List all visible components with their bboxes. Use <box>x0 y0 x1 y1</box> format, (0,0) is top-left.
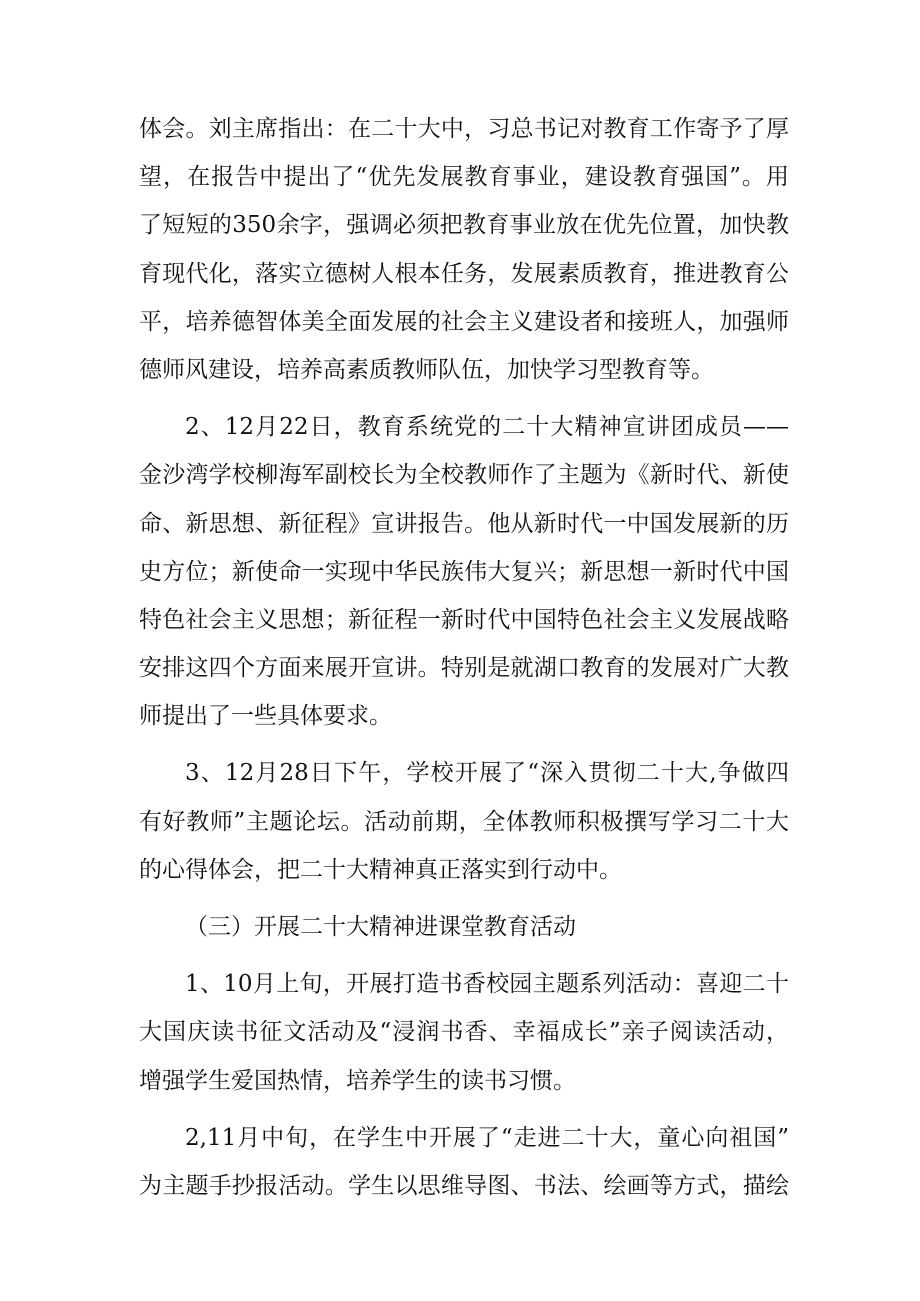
text-line: 命、新思想、新征程》宣讲报告。他从新时代一中国发展新的历 <box>139 510 789 537</box>
text-line: 1、10月上旬，开展打造书香校园主题系列活动：喜迎二十 <box>185 971 789 998</box>
text-line: 了短短的350余字，强调必须把教育事业放在优先位置，加快教 <box>139 212 789 239</box>
section-heading-text: （三）开展二十大精神进课堂教育活动 <box>185 914 576 940</box>
text-line: 德师风建设，培养高素质教师队伍，加快学习型教育等。 <box>139 356 714 383</box>
text-line: 2,11月中旬，在学生中开展了“走进二十大，童心向祖国” <box>185 1124 789 1151</box>
section-heading <box>139 903 789 951</box>
text-line: 特色社会主义思想；新征程一新时代中国特色社会主义发展战略 <box>139 606 789 633</box>
paragraph-2 <box>139 403 789 740</box>
text-line: 有好教师”主题论坛。活动前期，全体教师积极撰写学习二十大 <box>139 808 789 835</box>
text-line: 师提出了一些具体要求。 <box>139 703 392 730</box>
paragraph-5 <box>139 1114 789 1210</box>
document-body <box>139 105 789 1210</box>
text-line: 大国庆读书征文活动及“浸润书香、幸福成长”亲子阅读活动， <box>139 1019 789 1046</box>
text-line: 史方位；新使命一实现中华民族伟大复兴；新思想一新时代中国 <box>139 558 789 585</box>
text-line: 的心得体会，把二十大精神真正落实到行动中。 <box>139 856 622 883</box>
text-line: 金沙湾学校柳海军副校长为全校教师作了主题为《新时代、新使 <box>139 462 789 489</box>
text-line: 平，培养德智体美全面发展的社会主义建设者和接班人，加强师 <box>139 308 789 335</box>
text-line: 为主题手抄报活动。学生以思维导图、书法、绘画等方式，描绘 <box>139 1172 789 1199</box>
text-line: 育现代化，落实立德树人根本任务，发展素质教育，推进教育公 <box>139 260 789 287</box>
text-line: 2、12月22日，教育系统党的二十大精神宣讲团成员—— <box>185 414 789 441</box>
text-line: 望，在报告中提出了“优先发展教育事业，建设教育强国”。用 <box>139 164 789 191</box>
text-line: 增强学生爱国热情，培养学生的读书习惯。 <box>139 1067 576 1094</box>
text-line: 体会。刘主席指出：在二十大中，习总书记对教育工作寄予了厚 <box>139 116 789 142</box>
text-line: 3、12月28日下午，学校开展了“深入贯彻二十大,争做四 <box>185 760 789 787</box>
paragraph-1 <box>139 105 789 394</box>
paragraph-4 <box>139 960 789 1105</box>
text-line: 安排这四个方面来展开宣讲。特别是就湖口教育的发展对广大教 <box>139 655 789 682</box>
paragraph-3 <box>139 749 789 894</box>
